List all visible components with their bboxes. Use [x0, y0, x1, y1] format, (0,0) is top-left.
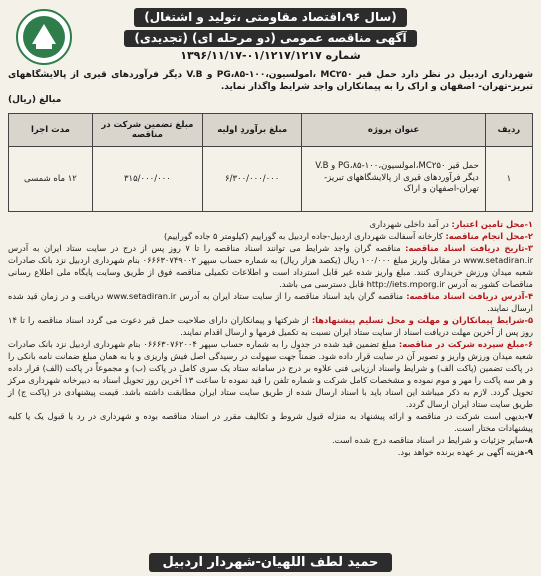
item-label: ۳-تاریخ دریافت اسناد مناقصه: — [405, 242, 533, 253]
list-item — [8, 410, 533, 434]
item-text: از شرکتها و پیمانکاران دارای صلاحیت حمل قیر دعوت می گردد اسناد مناقصه را تا ۱۴ روز پس از آخرین مهلت دریافت اسناد از سایت ستاد ایران نسبت به تکمیل فرمها و ارسال اقدام نمایند. — [8, 314, 533, 337]
header-project-title: عنوان پروژه — [302, 113, 485, 146]
signature-line — [0, 555, 541, 570]
list-item — [8, 290, 533, 314]
list-item — [8, 338, 533, 410]
item-text: سایر جزئیات و شرایط در اسناد مناقصه درج شده است. — [331, 434, 525, 445]
header-duration: مدت اجرا — [9, 113, 93, 146]
item-text: مبلغ تضمین قید شده در جدول را به شماره حساب سپهر ۰۶۶۶۳۰۷۶۲۰۰۴ بنام شهرداری اردبیل نزد بانک صادرات شعبه میدان ورزش واریز و تصویر آن در سایت قرار داده شود. ضمناً جهت سهولت در رسیدگی اصل فیش واریزی و یا به همان مبلغ ضمانت نامه بانکی را در پاکت تضمین (پاکت الف) و شرایط واسناد ارزیابی فنی علاوه بر درج در سامانه ستاد یک سری کامل در پاکت (ب) و مجموعاً در پاکت (الف) قرار داده و هر سه پاکت را مهر و موم نموده و مشخصات کامل شرکت و شماره تلفن را قید نموده تا ساعت ۱۳ آخرین روز تحویل اسناد به دبیرخانه شهرداری مرکز تحویل گردد. لازم به ذکر میباشد این اسناد باید با اسناد ارسال شده از طریق سایت ستاد ایران مطابقت داشته باشد. قیمت پیشنهادی در (پاکت ج) از طریق سایت ستاد ایران ارسال گردد. — [8, 338, 533, 409]
item-text: مناقصه گران باید اسناد مناقصه را از سایت ستاد ایران به آدرس www.setadiran.ir دریافت و در زمان قید شده ارسال نمایند. — [8, 290, 533, 313]
cell-guarantee: ۳۱۵/۰۰۰/۰۰۰ — [92, 146, 202, 211]
header-slogan: (سال ۹۶،اقتصاد مقاومتی ،تولید و اشتغال) — [134, 8, 407, 27]
conditions-list — [8, 218, 533, 458]
item-label: ۸- — [524, 434, 533, 445]
item-text: بدیهی است شرکت در مناقصه و ارائه پیشنهاد به منزله قبول شروط و تکالیف مقرر در اسناد مناقصه بوده و شهرداری در رد یا قبول یک یا کلیه پیشنهادات مختار است. — [8, 410, 533, 433]
item-text: در آمد داخلی شهرداری — [369, 218, 449, 229]
signature-text: حمید لطف اللهیان-شهردار اردبیل — [149, 553, 393, 572]
header-estimate: مبلغ برآوردِ اولیه — [202, 113, 302, 146]
ardabil-municipality-logo — [14, 8, 74, 66]
tender-table — [8, 113, 533, 212]
header-title: آگهی مناقصه عمومی (دو مرحله ای) (تجدیدی) — [124, 30, 416, 47]
list-item — [8, 230, 533, 242]
intro-text: شهرداری اردبیل در نظر دارد حمل قیر MC۲۵۰ ،امولسیون،۱۰۰-PG،۸۵ و V.B دیگر فرآوردهای قیری از پالایشگاههای تبریز-تهران- اصفهان و اراک را به پیمانکاران واجد شرایط واگذار نماید. — [8, 69, 533, 93]
list-item — [8, 446, 533, 458]
item-text: مناقصه گران واجد شرایط می توانند اسناد مناقصه را تا ۷ روز پس از درج در سایت ستاد ایران به آدرس www.setadiran.ir در مقابل واریز مبلغ ۱۰۰/۰۰۰ ریال (یکصد هزار ریال) به شماره حساب سپهر ۰۶۶۶۳۰۷۴۹۰۰۲ بنام شهرداری اردبیل نزد بانک صادرات شعبه میدان ورزش خریداری کنند. مبلغ واریز شده غیر قابل استرداد است و اطلاعات تکمیلی مناقصه فوق از طریق وسایت پایگاه ملی اطلاع رسانی مناقصات کشور به آدرس http://iets.mporg.ir قابل دسترسی می باشد. — [8, 242, 533, 289]
header-number: شماره ۰۱/۱۲۱۷/۱۲۱۷-۱۳۹۶/۱۱/۱۷ — [180, 49, 361, 62]
item-label: ۲-محل انجام مناقصه: — [445, 230, 533, 241]
table-header-row — [9, 113, 533, 146]
item-label: ۵-شرایط پیمانکاران و مهلت و محل تسلیم پیشنهادها: — [311, 314, 534, 325]
header-row-index: ردیف — [485, 113, 532, 146]
list-item — [8, 314, 533, 338]
amounts-unit: مبالغ (ریال) — [8, 94, 62, 105]
item-label: ۹- — [524, 446, 533, 457]
table-row — [9, 146, 533, 211]
item-label: ۷- — [524, 410, 533, 421]
item-text: کارخانه آسفالت شهرداری اردبیل-جاده اردبیل به گوراییم (کیلومتر ۵ جاده گوراییم) — [163, 230, 443, 241]
header-guarantee: مبلغ تضمین شرکت در مناقصه — [92, 113, 202, 146]
list-item — [8, 218, 533, 230]
item-label: ۱-محل تامین اعتبار: — [451, 218, 533, 229]
list-item — [8, 242, 533, 290]
notice-header — [78, 6, 463, 63]
cell-estimate: ۶/۳۰۰/۰۰۰/۰۰۰ — [202, 146, 302, 211]
cell-duration: ۱۲ ماه شمسی — [9, 146, 93, 211]
cell-index: ۱ — [485, 146, 532, 211]
item-label: ۶-مبلغ سپرده شرکت در مناقصه: — [398, 338, 534, 349]
item-text: هزینه آگهی بر عهده برنده خواهد بود. — [397, 446, 525, 457]
item-label: ۴-آدرس دریافت اسناد مناقصه: — [406, 290, 534, 301]
list-item — [8, 434, 533, 446]
cell-subject: حمل قیر MC۲۵۰،امولسیون،۱۰۰-PG،۸۵ و V.B دیگر فرآوردهای قیری از پالایشگاههای تبریز-تهران-اصفهان و اراک — [302, 146, 485, 211]
intro-paragraph — [8, 69, 533, 107]
